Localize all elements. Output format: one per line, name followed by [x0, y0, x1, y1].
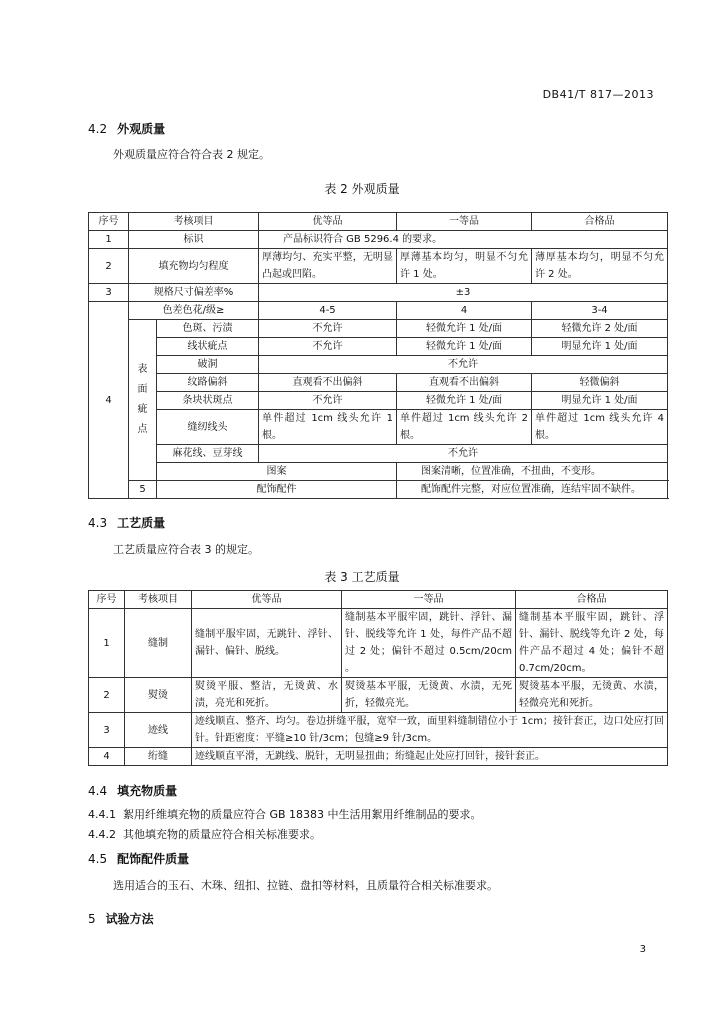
page-number: 3 [639, 944, 646, 955]
grade-first: 轻微允许 1 处/面 [397, 320, 532, 338]
row-item: 纹路偏斜 [157, 374, 259, 392]
section-number: 4.5 [88, 852, 108, 866]
appearance-quality-table [88, 212, 668, 499]
table-row [89, 678, 668, 713]
table-row [89, 609, 668, 678]
grade-qualified: 熨烫基本平服，无烫黄、水渍，轻微亮光和死折。 [516, 678, 668, 713]
grade-first: 厚薄基本均匀，明显不匀允许 1 处。 [397, 249, 532, 284]
header-cell: 序号 [89, 213, 129, 231]
standard-code: DB41/T 817—2013 [542, 88, 654, 101]
grade-qualified: 3-4 [532, 302, 668, 320]
row-item: 缝纫线头 [157, 410, 259, 445]
table-row [89, 481, 668, 499]
grade-excellent: 单件超过 1cm 线头允许 1 根。 [259, 410, 397, 445]
header-cell: 考核项目 [125, 591, 192, 609]
header-cell: 合格品 [516, 591, 668, 609]
grade-first: 熨烫基本平服，无烫黄、水渍，无死折，轻微亮光。 [342, 678, 516, 713]
row-number: 3 [89, 284, 129, 302]
section-number: 4.2 [88, 122, 108, 136]
grade-qualified: 明显允许 1 处/面 [532, 392, 668, 410]
row-item: 熨烫 [125, 678, 192, 713]
grade-excellent: 不允许 [259, 392, 397, 410]
section-title: 配饰配件质量 [117, 852, 190, 866]
table-row [89, 445, 668, 463]
row-item: 绗缝 [125, 748, 192, 766]
table-row [89, 320, 668, 338]
grade-excellent: 不允许 [259, 320, 397, 338]
header-cell: 合格品 [532, 213, 668, 231]
clause-number: 4.4.2 [88, 828, 116, 841]
clause-4-4-2 [88, 826, 321, 842]
grade-excellent: 缝制平服牢固，无跳针、浮针、漏针、偏针、脱线。 [192, 609, 342, 678]
row-item: 线状疵点 [157, 338, 259, 356]
grade-qualified: 轻微偏斜 [532, 374, 668, 392]
section-4-5-text: 选用适合的玉石、木珠、纽扣、拉链、盘扣等材料，且质量符合相关标准要求。 [113, 879, 498, 892]
grade-first: 4 [397, 302, 532, 320]
row-number: 1 [89, 231, 129, 249]
clause-4-4-1 [88, 806, 482, 822]
section-4-5-heading [88, 850, 189, 867]
header-cell: 一等品 [397, 213, 532, 231]
grade-excellent: 熨烫平服、整洁，无烫黄、水渍，亮光和死折。 [192, 678, 342, 713]
section-4-2-text: 外观质量应符合符合表 2 规定。 [113, 148, 270, 161]
row-value: 不允许 [259, 445, 668, 463]
section-4-2-heading [88, 120, 165, 137]
row-number: 2 [89, 678, 125, 713]
table-row [89, 302, 668, 320]
table-3-caption: 表 3 工艺质量 [324, 570, 400, 584]
grade-excellent: 厚薄均匀、充实平整，无明显凸起或凹陷。 [259, 249, 397, 284]
section-4-4-heading [88, 782, 177, 799]
header-cell: 一等品 [342, 591, 516, 609]
section-5-heading [88, 910, 154, 927]
section-title: 试验方法 [105, 912, 154, 926]
table-row [89, 356, 668, 374]
row-item: 配饰配件 [157, 481, 397, 499]
row-number: 3 [89, 713, 125, 748]
row-item: 图案 [157, 463, 397, 481]
grade-first: 轻微允许 1 处/面 [397, 392, 532, 410]
row-item: 填充物均匀程度 [129, 249, 259, 284]
row-item: 麻花线、豆芽线 [157, 445, 259, 463]
row-value: 迹线顺直平滑，无跳线、脱针，无明显扭曲；绗缝起止处应打回针，接针套正。 [192, 748, 668, 766]
section-number: 5 [88, 912, 96, 926]
section-title: 外观质量 [117, 122, 166, 136]
grade-excellent: 不允许 [259, 338, 397, 356]
grade-qualified: 单件超过 1cm 线头允许 4 根。 [532, 410, 668, 445]
grade-qualified: 薄厚基本均匀，明显不匀允许 2 处。 [532, 249, 668, 284]
section-4-3-heading [88, 514, 165, 531]
table-row [89, 392, 668, 410]
row-item: 标识 [129, 231, 259, 249]
row-number: 2 [89, 249, 129, 284]
row-item: 色斑、污渍 [157, 320, 259, 338]
section-title: 工艺质量 [117, 516, 166, 530]
row-item: 缝制 [125, 609, 192, 678]
row-value: ±3 [259, 284, 668, 302]
table-row [89, 231, 668, 249]
section-number: 4.3 [88, 516, 108, 530]
table-row [89, 338, 668, 356]
row-item: 条块状斑点 [157, 392, 259, 410]
clause-number: 4.4.1 [88, 808, 116, 821]
table-row [89, 374, 668, 392]
header-cell: 序号 [89, 591, 125, 609]
header-cell: 优等品 [259, 213, 397, 231]
row-value: 迹线顺直、整齐、均匀。卷边拼缝平服，宽窄一致，面里料缝制错位小于 1cm；接针套正，边口处应打回针。针距密度：平缝≥10 针/3cm；包缝≥9 针/3cm。 [192, 713, 668, 748]
grade-excellent: 4-5 [259, 302, 397, 320]
row-item: 色差色花/级≥ [129, 302, 259, 320]
row-value: 配饰配件完整，对应位置准确，连结牢固不缺件。 [397, 481, 668, 499]
surface-defect-group: 表面疵点 [129, 320, 157, 481]
clause-text: 絮用纤维填充物的质量应符合 GB 18383 中生活用絮用纤维制品的要求。 [123, 808, 482, 821]
table-row [89, 410, 668, 445]
craft-quality-table [88, 590, 668, 766]
header-cell: 考核项目 [129, 213, 259, 231]
table-header-row [89, 591, 668, 609]
section-title: 填充物质量 [117, 784, 178, 798]
grade-first: 缝制基本平服牢固，跳针、浮针、漏针、脱线等允许 1 处，每件产品不超过 2 处；偏针不超过 0.5cm/20cm 。 [342, 609, 516, 678]
row-item: 规格尺寸偏差率% [129, 284, 259, 302]
row-value: 产品标识符合 GB 5296.4 的要求。 [259, 231, 668, 249]
clause-text: 其他填充物的质量应符合相关标准要求。 [123, 828, 321, 841]
row-number: 5 [129, 481, 157, 499]
grade-qualified: 明显允许 1 处/面 [532, 338, 668, 356]
row-number: 4 [89, 302, 129, 499]
grade-first: 直观看不出偏斜 [397, 374, 532, 392]
table-row [89, 249, 668, 284]
table-2-caption: 表 2 外观质量 [324, 182, 400, 196]
table-row [89, 748, 668, 766]
row-item: 迹线 [125, 713, 192, 748]
section-number: 4.4 [88, 784, 108, 798]
table-row [89, 713, 668, 748]
grade-qualified: 轻微允许 2 处/面 [532, 320, 668, 338]
grade-excellent: 直观看不出偏斜 [259, 374, 397, 392]
row-number: 4 [89, 748, 125, 766]
table-header-row [89, 213, 668, 231]
table-row [89, 284, 668, 302]
row-item: 破洞 [157, 356, 259, 374]
header-cell: 优等品 [192, 591, 342, 609]
grade-qualified: 缝制基本平服牢固，跳针、浮针、漏针、脱线等允许 2 处，每件产品不超过 4 处；偏针不超 0.7cm/20cm。 [516, 609, 668, 678]
table-row [89, 463, 668, 481]
section-4-3-text: 工艺质量应符合表 3 的规定。 [113, 543, 259, 556]
row-number: 1 [89, 609, 125, 678]
grade-first: 单件超过 1cm 线头允许 2 根。 [397, 410, 532, 445]
grade-first: 轻微允许 1 处/面 [397, 338, 532, 356]
row-value: 图案清晰，位置准确，不扭曲，不变形。 [397, 463, 668, 481]
row-value: 不允许 [259, 356, 668, 374]
